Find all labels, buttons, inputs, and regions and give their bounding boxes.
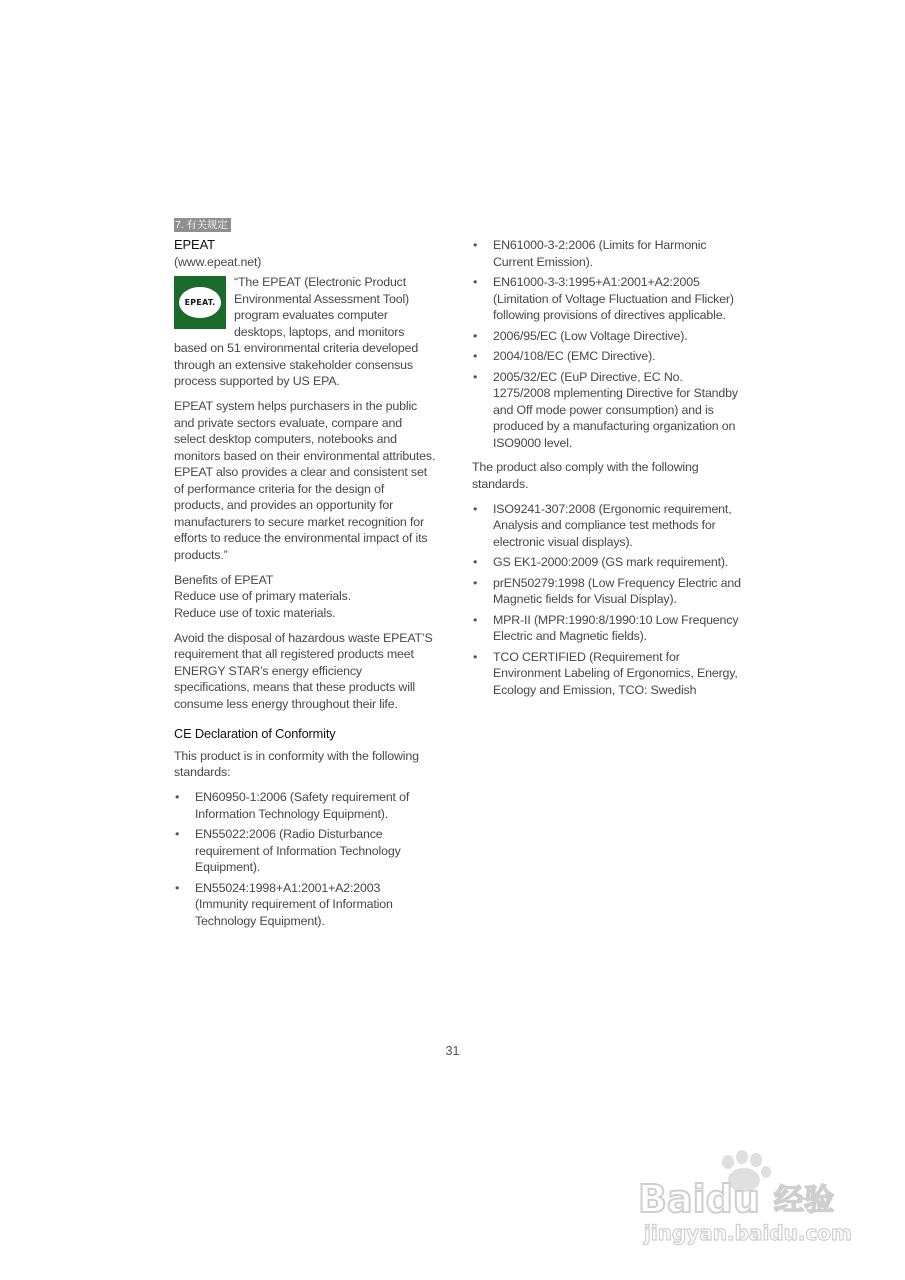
- watermark-brand: Baidu: [638, 1177, 760, 1221]
- epeat-logo: [174, 276, 226, 329]
- list-item: • 2005/32/EC (EuP Directive, EC No. 1275/2008 mplementing Directive for Standby and Off mode power consumption) and is produced by a manufacturing organization on ISO9000 level.: [472, 369, 742, 452]
- ce-heading: CE Declaration of Conformity: [174, 726, 336, 741]
- list-item: • MPR-II (MPR:1990:8/1990:10 Low Frequency Electric and Magnetic fields).: [472, 612, 742, 645]
- list-item: • TCO CERTIFIED (Requirement for Environment Labeling of Ergonomics, Energy, Ecology and Emission, TCO: Swedish: [472, 649, 742, 699]
- list-item: • EN61000-3-3:1995+A1:2001+A2:2005 (Limitation of Voltage Fluctuation and Flicker) following provisions of directives applicable.: [472, 274, 742, 324]
- ce-standards-list-right: [472, 237, 742, 451]
- epeat-paragraph-2: EPEAT system helps purchasers in the public and private sectors evaluate, compare and select desktop computers, notebooks and monitors based on their environmental attributes. EPEAT also provides a clear and consistent set of performance criteria for the design of products, and provides an opportunity for manufacturers to secure market recognition for efforts to reduce the environmental impact of its products.”: [174, 399, 436, 562]
- list-item: • EN55022:2006 (Radio Disturbance requirement of Information Technology Equipment).: [174, 826, 436, 876]
- list-item: • EN55024:1998+A1:2001+A2:2003 (Immunity requirement of Information Technology Equipment).: [174, 880, 436, 930]
- page-number: 31: [445, 1044, 460, 1058]
- epeat-logo-badge: [174, 276, 226, 329]
- list-item: • 2006/95/EC (Low Voltage Directive).: [472, 328, 742, 345]
- epeat-quote-intro: “The EPEAT (Electronic Product Environmental Assessment Tool) program evaluates computer desktops, laptops, and monitors based on 51 environmental criteria developed through an extensive stakeholder consensus process supported by US EPA.: [174, 275, 419, 388]
- list-item: • EN61000-3-2:2006 (Limits for Harmonic Current Emission).: [472, 237, 742, 270]
- benefit-1: Reduce use of primary materials.: [174, 589, 352, 603]
- watermark-brand-cn: 经验: [774, 1183, 834, 1218]
- list-item: • GS EK1-2000:2009 (GS mark requirement).: [472, 554, 742, 571]
- baidu-watermark: [628, 1150, 868, 1250]
- ce-standards-list-left: [174, 789, 436, 929]
- left-column: [174, 216, 436, 937]
- benefits-heading: Benefits of EPEAT: [174, 572, 274, 587]
- list-item: • 2004/108/EC (EMC Directive).: [472, 348, 742, 365]
- list-item: • prEN50279:1998 (Low Frequency Electric and Magnetic fields for Visual Display).: [472, 575, 742, 608]
- benefit-2: Reduce use of toxic materials.: [174, 605, 336, 620]
- watermark-url: jingyan.baidu.com: [644, 1221, 852, 1245]
- epeat-logo-text: EPEAT.: [184, 298, 216, 307]
- epeat-paragraph-4: Avoid the disposal of hazardous waste EPEAT’S requirement that all registered products meet ENERGY STAR’s energy efficiency specifications, means that these products will consume less energy throughout their life.: [174, 630, 433, 711]
- list-item: • ISO9241-307:2008 (Ergonomic requirement, Analysis and compliance test methods for electronic visual displays).: [472, 501, 742, 551]
- epeat-benefits: [174, 572, 436, 622]
- epeat-url: (www.epeat.net): [174, 254, 262, 269]
- also-comply-list: [472, 501, 742, 699]
- ce-intro: This product is in conformity with the following standards:: [174, 748, 419, 779]
- also-comply-text: The product also comply with the following standards.: [472, 460, 699, 491]
- epeat-heading: EPEAT: [174, 237, 215, 252]
- list-item: • EN60950-1:2006 (Safety requirement of Information Technology Equipment).: [174, 789, 436, 822]
- epeat-intro-block: [174, 274, 436, 390]
- right-column: [472, 237, 742, 706]
- section-tag: 7. 有关规定: [174, 218, 231, 232]
